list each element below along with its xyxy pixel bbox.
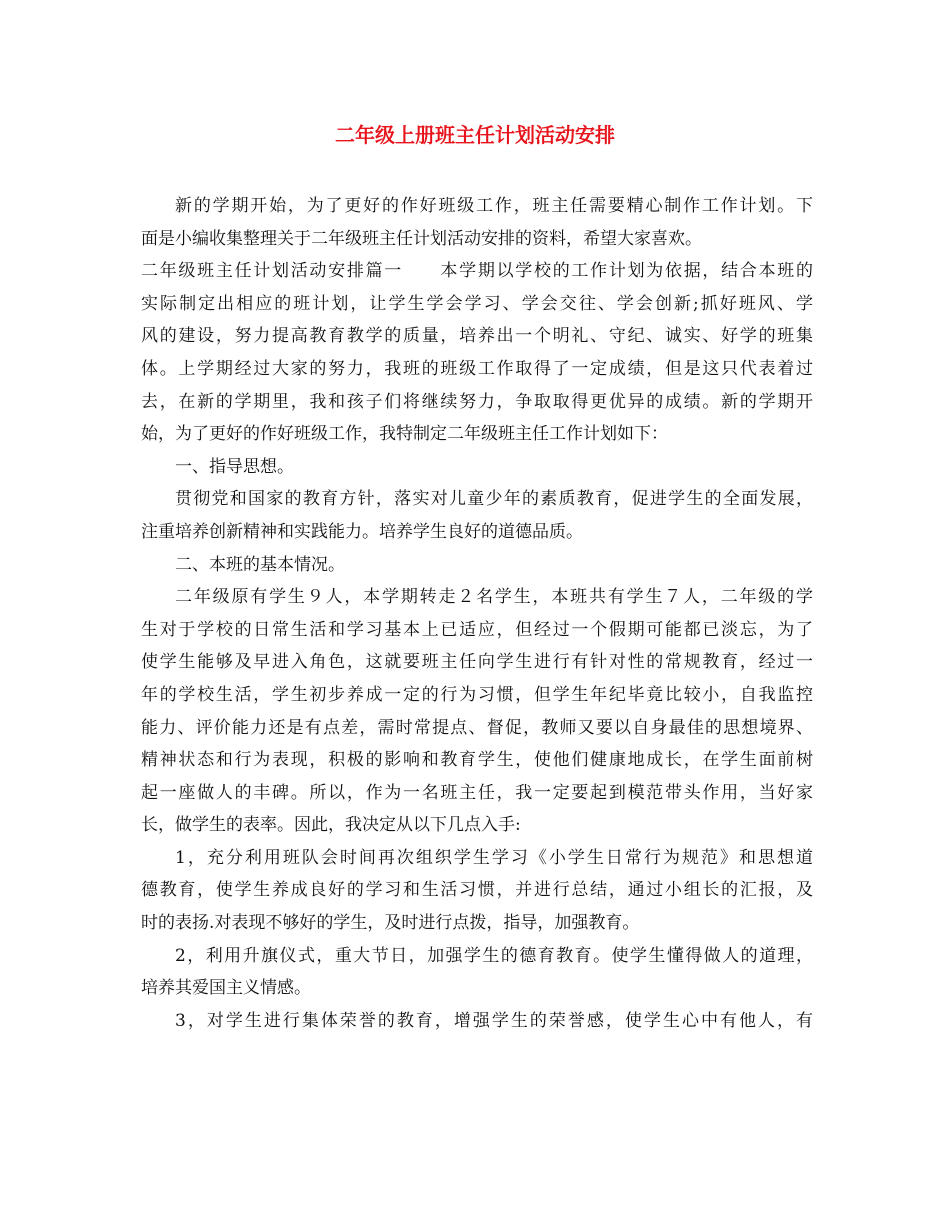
text-line: 新的学期开始，为了更好的作好班级工作，班主任需要精心制作工作计划。下: [175, 196, 813, 216]
text-line: 使学生能够及早进入角色，这就要班主任向学生进行有针对性的常规教育，经过一: [141, 652, 813, 673]
text-line: 起一座做人的丰碑。所以，作为一名班主任，我一定要起到模范带头作用，当好家: [141, 782, 813, 803]
text-line: 1，充分利用班队会时间再次组织学生学习《小学生日常行为规范》和思想道: [175, 847, 813, 868]
text-line: 面是小编收集整理关于二年级班主任计划活动安排的资料，希望大家喜欢。: [141, 228, 702, 249]
text-line: 3，对学生进行集体荣誉的教育，增强学生的荣誉感，使学生心中有他人，有: [175, 1010, 813, 1031]
text-line: 去，在新的学期里，我和孩子们将继续努力，争取取得更优异的成绩。新的学期开: [141, 391, 813, 412]
text-line: 能力、评价能力还是有点差，需时常提点、督促，教师又要以自身最佳的思想境界、: [141, 717, 813, 738]
text-line: 培养其爱国主义情感。: [141, 978, 311, 999]
section-heading: 二、本班的基本情况。: [175, 554, 345, 575]
text-line: 始，为了更好的作好班级工作，我特制定二年级班主任工作计划如下：: [141, 424, 668, 445]
text-line: 注重培养创新精神和实践能力。培养学生良好的道德品质。: [141, 521, 583, 542]
text-line: 精神状态和行为表现，积极的影响和教育学生，使他们健康地成长，在学生面前树: [141, 750, 813, 771]
text-line: 二年级原有学生９人，本学期转走２名学生，本班共有学生７人，二年级的学: [175, 587, 813, 608]
text-line: 实际制定出相应的班计划，让学生学会学习、学会交往、学会创新;抓好班风、学: [141, 293, 813, 314]
text-line: 年的学校生活，学生初步养成一定的行为习惯，但学生年纪毕竟比较小，自我监控: [141, 684, 813, 705]
text-line: 风的建设，努力提高教育教学的质量，培养出一个明礼、守纪、诚实、好学的班集: [141, 326, 813, 347]
document-body: [141, 190, 813, 1037]
text-line: 体。上学期经过大家的努力，我班的班级工作取得了一定成绩，但是这只代表着过: [141, 358, 813, 379]
text-line: 德教育，使学生养成良好的学习和生活习惯，并进行总结，通过小组长的汇报，及: [141, 880, 813, 901]
section-heading: 一、指导思想。: [175, 456, 294, 477]
text-line: 二年级班主任计划活动安排篇一 本学期以学校的工作计划为依据，结合本班的: [141, 261, 813, 282]
text-line: 时的表扬.对表现不够好的学生，及时进行点拨，指导，加强教育。: [141, 913, 640, 934]
document-title: 二年级上册班主任计划活动安排: [335, 123, 615, 147]
text-line: 2，利用升旗仪式，重大节日，加强学生的德育教育。使学生懂得做人的道理，: [175, 945, 813, 966]
text-line: 长，做学生的表率。因此，我决定从以下几点入手:: [141, 815, 521, 836]
text-line: 贯彻党和国家的教育方针，落实对儿童少年的素质教育，促进学生的全面发展，: [175, 489, 813, 510]
text-line: 生对于学校的日常生活和学习基本上已适应，但经过一个假期可能都已淡忘，为了: [141, 619, 813, 640]
